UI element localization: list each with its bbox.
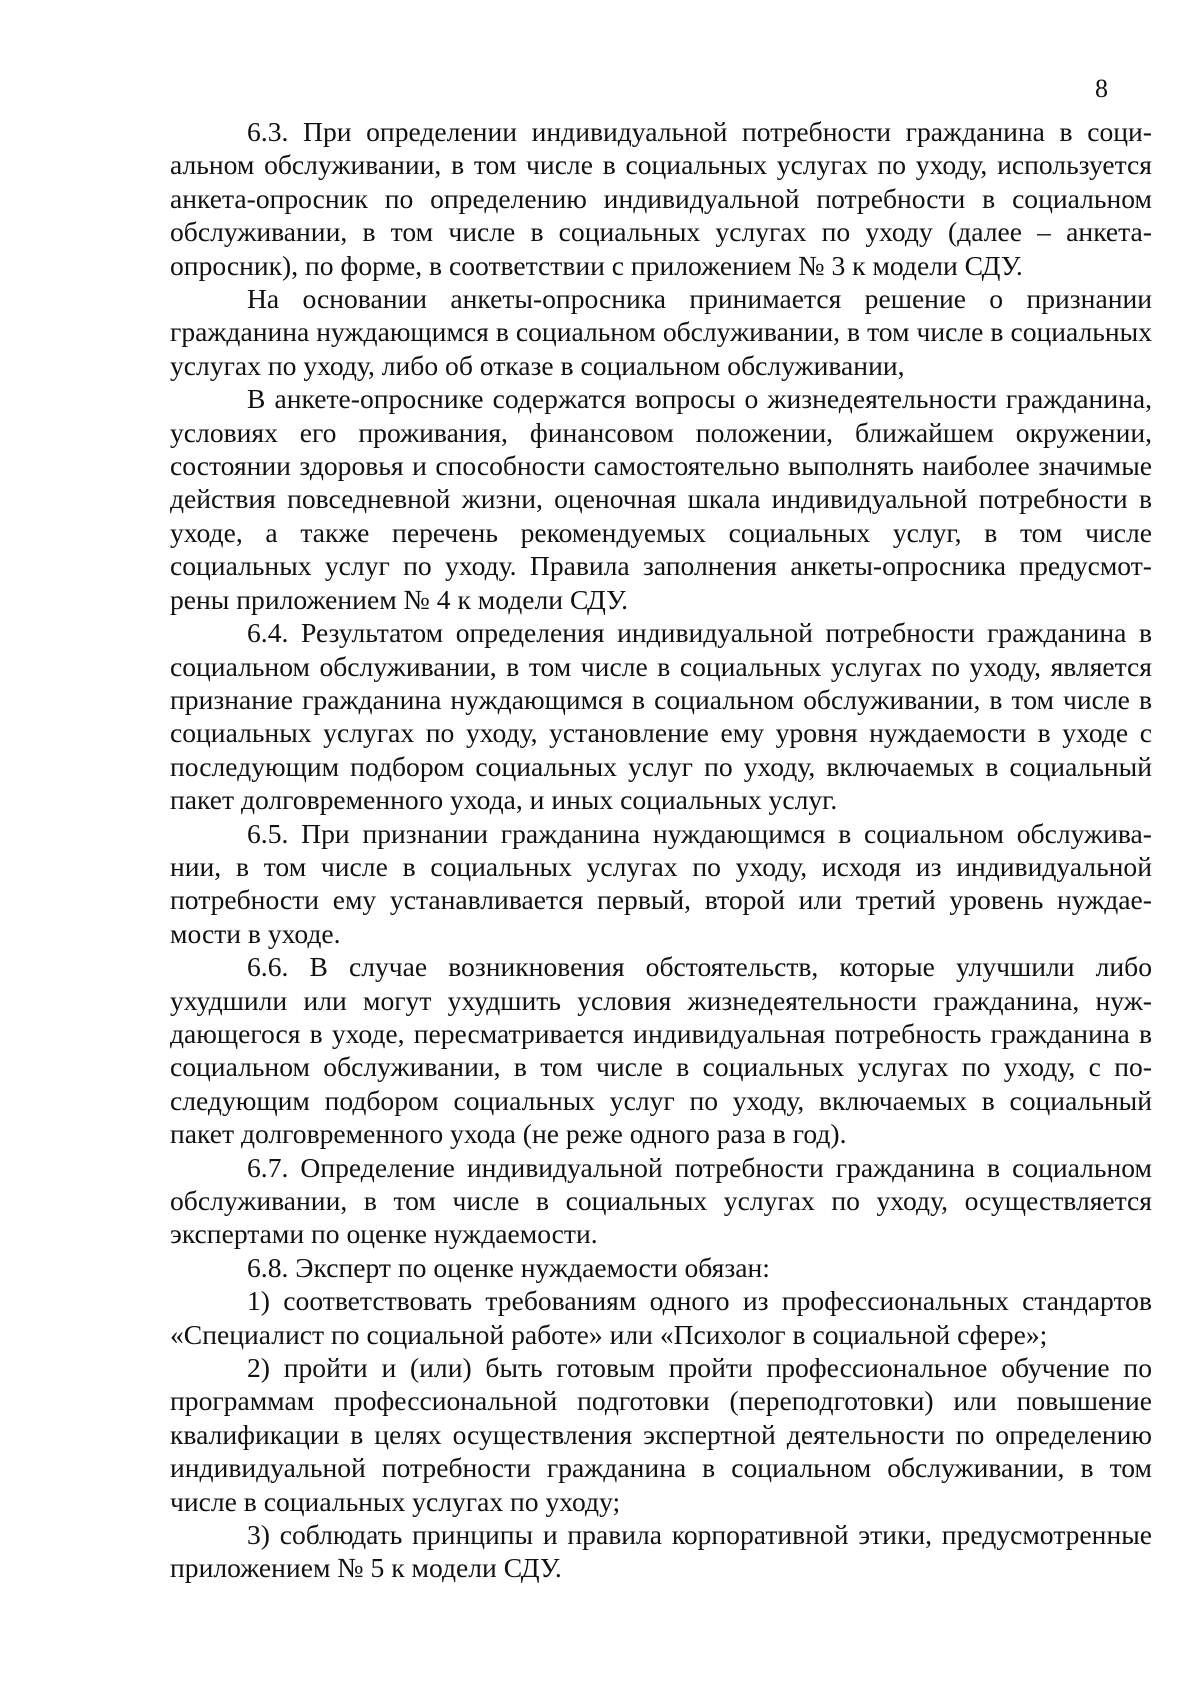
list-item-2: 2) пройти и (или) быть готовым пройти профессиональное обучение по программам профессиональной подготовки (переподготовки) или повышение квалификации в целях осуществления экспертной деятельности по определению индивидуальной потребности гражданина в социальном обслуживании, в том числе в социальных услугах по уходу; bbox=[170, 1352, 1152, 1517]
paragraph-questionnaire-contents: В анкете-опроснике содержатся вопросы о жизнедеятельности гражданина, условиях его проживания, финансовом положении, ближайшем окружении, состоянии здоровья и способности самостоятельно выполнять наиболее значимые действия повседневной жизни, оценочная шкала индивидуальной потребности в уходе, а также перечень рекомендуемых социальных услуг, в том числе социальных услуг по уходу. Правила заполнения анкеты-опросника предусмотрены приложением № 4 к модели СДУ. bbox=[170, 383, 1152, 615]
paragraph-6-5: 6.5. При признании гражданина нуждающимся в социальном обслуживании, в том числе в социальных услугах по уходу, исходя из индивидуальной потребности ему устанавливается первый, второй или третий уровень нуждаемости в уходе. bbox=[170, 817, 1152, 949]
page-number: 8 bbox=[1095, 74, 1108, 103]
paragraph-6-4: 6.4. Результатом определения индивидуальной потребности гражданина в социальном обслуживании, в том числе в социальных услугах по уходу, является признание гражданина нуждающимся в социальном обслуживании, в том числе в социальных услугах по уходу, установление ему уровня нуждаемости в уходе с последующим подбором социальных услуг по уходу, включаемых в социальный пакет долговременного ухода, и иных социальных услуг. bbox=[170, 617, 1152, 816]
paragraph-6-3: 6.3. При определении индивидуальной потребности гражданина в социальном обслуживании, в том числе в социальных услугах по уходу, используется анкета-опросник по определению индивидуальной потребности в социальном обслуживании, в том числе в социальных услугах по уходу (далее – анкета-опросник), по форме, в соответствии с приложением № 3 к модели СДУ. bbox=[170, 116, 1152, 281]
list-item-3: 3) соблюдать принципы и правила корпоративной этики, предусмотренные приложением № 5 к модели СДУ. bbox=[170, 1519, 1152, 1584]
paragraph-decision: На основании анкеты-опросника принимается решение о признании гражданина нуждающимся в социальном обслуживании, в том числе в социальных услугах по уходу, либо об отказе в социальном обслуживании, bbox=[170, 283, 1152, 381]
paragraph-6-7: 6.7. Определение индивидуальной потребности гражданина в социальном обслуживании, в том числе в социальных услугах по уходу, осуществляется экспертами по оценке нуждаемости. bbox=[170, 1151, 1152, 1250]
paragraph-6-8: 6.8. Эксперт по оценке нуждаемости обязан: bbox=[247, 1251, 770, 1283]
paragraph-6-6: 6.6. В случае возникновения обстоятельств, которые улучшили либо ухудшили или могут ухудшить условия жизнедеятельности гражданина, нуждающегося в уходе, пересматривается индивидуальная потребность гражданина в социальном обслуживании, в том числе в социальных услугах по уходу, с последующим подбором социальных услуг по уходу, включаемых в социальный пакет долговременного ухода (не реже одного раза в год). bbox=[170, 951, 1152, 1150]
document-body bbox=[170, 115, 1152, 1585]
list-item-1: 1) соответствовать требованиям одного из профессиональных стандартов «Специалист по социальной работе» или «Психолог в социальной сфере»; bbox=[170, 1285, 1152, 1350]
